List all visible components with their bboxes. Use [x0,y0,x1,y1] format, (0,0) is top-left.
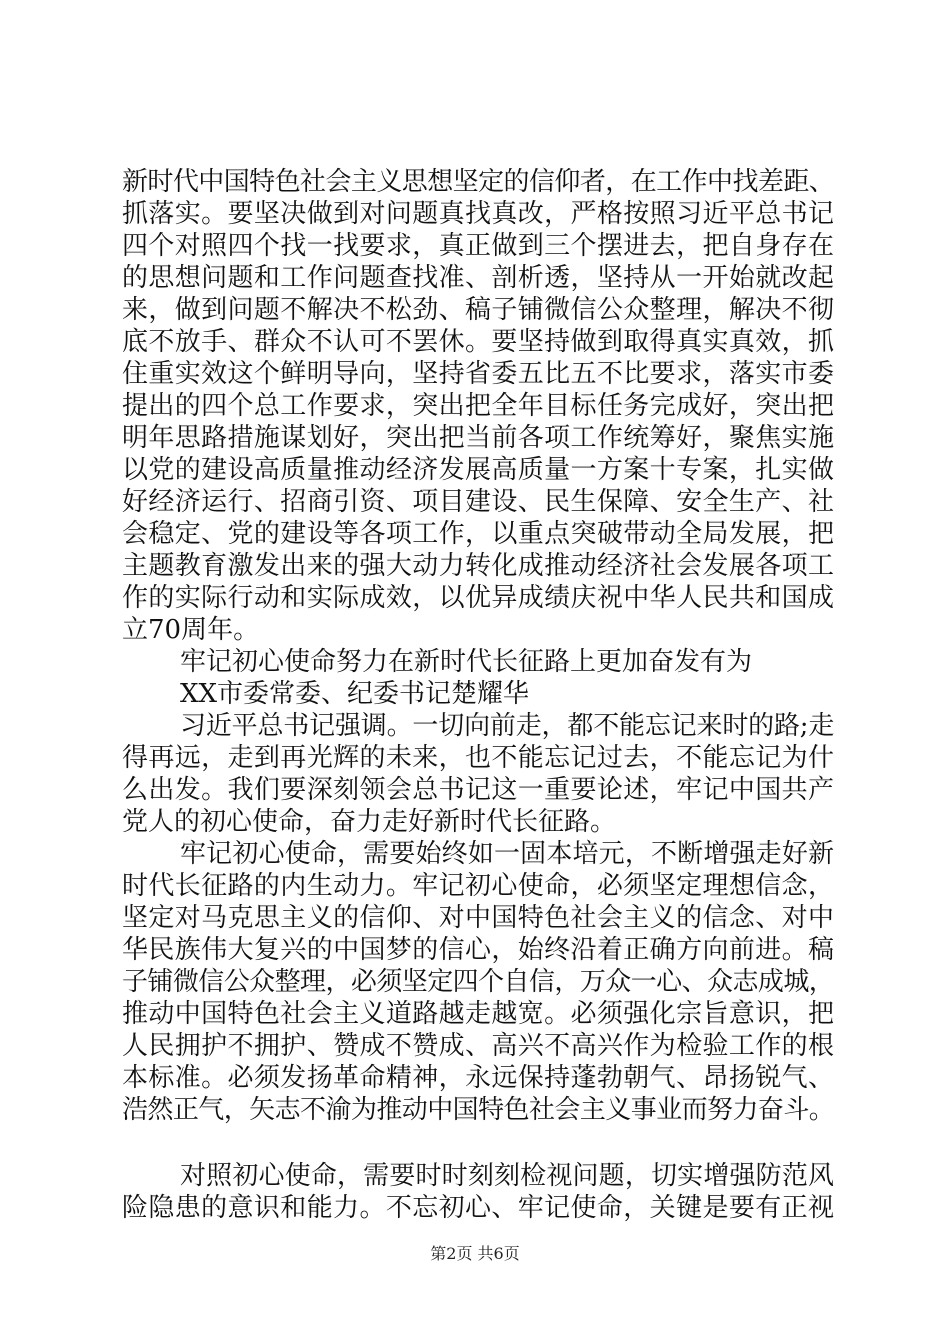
text-line: 么出发。我们要深刻领会总书记这一重要论述，牢记中国共产 [122,775,834,805]
text-line: 抓落实。要坚决做到对问题真找真改，严格按照习近平总书记 [122,199,834,229]
article-title [122,646,834,678]
text-line: 住重实效这个鲜明导向，坚持省委五比五不比要求，落实市委 [122,359,834,389]
paragraph [122,1160,834,1224]
text-line: 主题教育激发出来的强大动力转化成推动经济社会发展各项工 [122,551,834,581]
text-line: 坚定对马克思主义的信仰、对中国特色社会主义的信念、对中 [122,903,834,933]
text-line: 提出的四个总工作要求，突出把全年目标任务完成好，突出把 [122,391,834,421]
text-line: 来，做到问题不解决不松劲、稿子铺微信公众整理，解决不彻 [122,295,834,325]
text-line: 推动中国特色社会主义道路越走越宽。必须强化宗旨意识，把 [122,999,834,1029]
text-line: 牢记初心使命努力在新时代长征路上更加奋发有为 [180,647,753,677]
text-line: 会稳定、党的建设等各项工作，以重点突破带动全局发展，把 [122,519,834,549]
paragraph [122,710,834,838]
text-line: 好经济运行、招商引资、项目建设、民生保障、安全生产、社 [122,487,834,517]
document-body [122,166,834,1224]
text-line: 习近平总书记强调。一切向前走，都不能忘记来时的路;走 [180,711,834,741]
text-line: 对照初心使命，需要时时刻刻检视问题，切实增强防范风 [180,1161,834,1191]
text-line: 时代长征路的内生动力。牢记初心使命，必须坚定理想信念， [122,871,834,901]
text-line: 党人的初心使命，奋力走好新时代长征路。 [122,807,617,837]
text-line: 本标准。必须发扬革命精神，永远保持蓬勃朝气、昂扬锐气、 [122,1063,834,1093]
page-number-footer: 第2页 共6页 [430,1244,520,1263]
author-line [122,678,834,710]
text-line: 以党的建设高质量推动经济发展高质量一方案十专案，扎实做 [122,455,834,485]
text-line: 新时代中国特色社会主义思想坚定的信仰者，在工作中找差距、 [122,167,834,197]
text-line: 华民族伟大复兴的中国梦的信心，始终沿着正确方向前进。稿 [122,935,834,965]
text-line: XX市委常委、纪委书记楚耀华 [180,679,530,709]
text-line: 浩然正气，矢志不渝为推动中国特色社会主义事业而努力奋斗。 [122,1095,834,1125]
paragraph-gap [122,1126,834,1160]
text-line: 立70周年。 [122,615,260,645]
text-line: 子铺微信公众整理，必须坚定四个自信，万众一心、众志成城， [122,967,834,997]
text-line: 险隐患的意识和能力。不忘初心、牢记使命，关键是要有正视 [122,1193,834,1223]
paragraph [122,838,834,1126]
text-line: 底不放手、群众不认可不罢休。要坚持做到取得真实真效，抓 [122,327,834,357]
paragraph [122,166,834,646]
text-line: 的思想问题和工作问题查找准、剖析透，坚持从一开始就改起 [122,263,834,293]
text-line: 明年思路措施谋划好，突出把当前各项工作统筹好，聚焦实施 [122,423,834,453]
text-line: 牢记初心使命，需要始终如一固本培元，不断增强走好新 [180,839,834,869]
text-line: 人民拥护不拥护、赞成不赞成、高兴不高兴作为检验工作的根 [122,1031,834,1061]
text-line: 四个对照四个找一找要求，真正做到三个摆进去，把自身存在 [122,231,834,261]
text-line: 得再远，走到再光辉的未来，也不能忘记过去，不能忘记为什 [122,743,834,773]
text-line: 作的实际行动和实际成效，以优异成绩庆祝中华人民共和国成 [122,583,834,613]
